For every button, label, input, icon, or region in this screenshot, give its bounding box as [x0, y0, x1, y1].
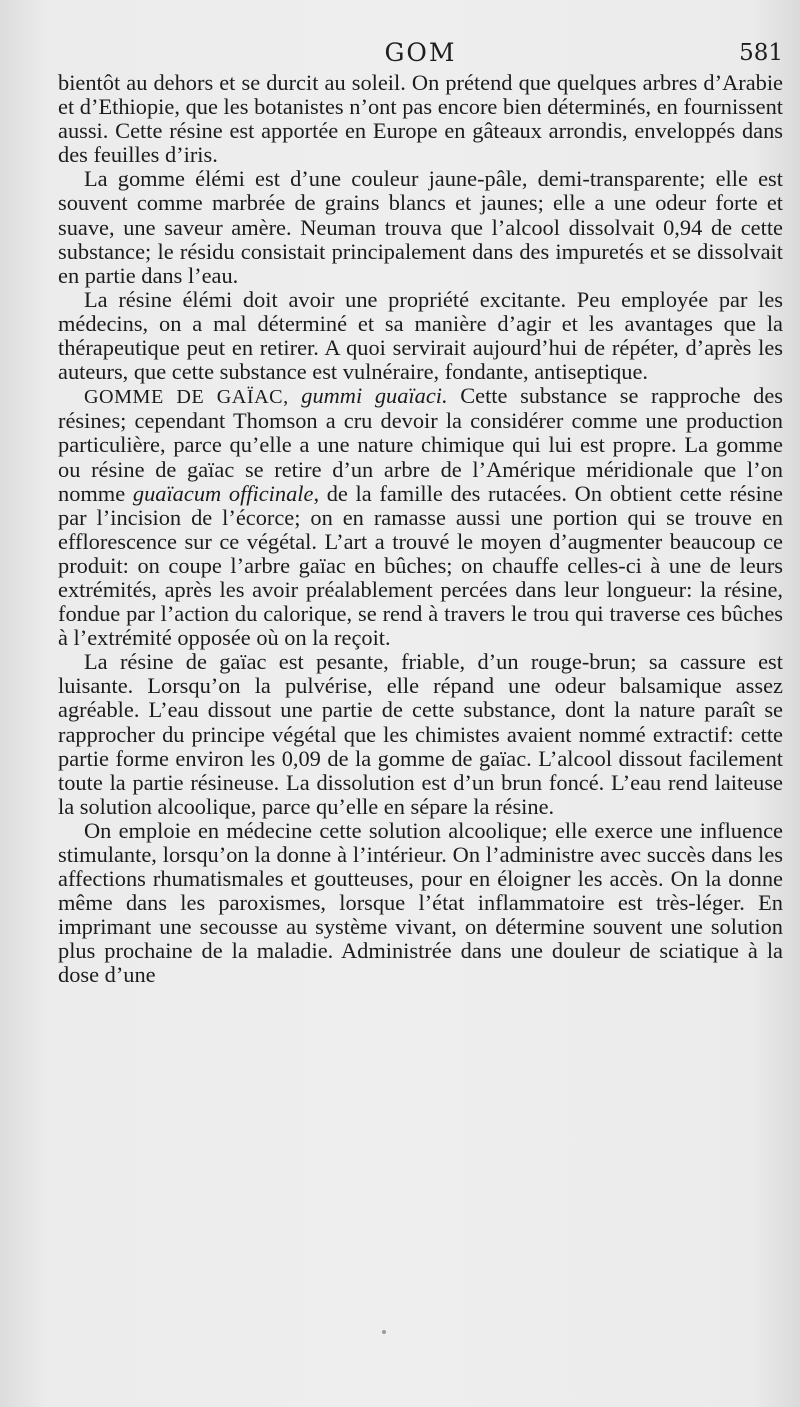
paragraph-4-text-a: Cette substance se rapproche des résines; cependant Thomson a cru devoir la considérer comme une production particulière, parce qu’elle a une nature chimique qui lui est propre. La gomme ou résine de gaïac se retire d’un arbre de l’Amérique méridionale que l’on nomme [58, 383, 783, 506]
paragraph-1: bientôt au dehors et se durcit au soleil. On prétend que quelques arbres d’Arabie et d’Ethiopie, que les botanistes n’ont pas encore bien déterminés, en fournissent aussi. Cette résine est apportée en Europe en gâteaux arrondis, enveloppés dans des feuilles d’iris. [58, 70, 783, 168]
latin-species-name: guaïacum officinale [132, 480, 314, 506]
entry-term: GOMME DE GAÏAC, [84, 386, 289, 409]
paragraph-4 [58, 384, 783, 650]
body-text [58, 71, 783, 988]
paragraph-6: On emploie en médecine cette solution alcoolique; elle exerce une influence stimulante, lorsqu’on la donne à l’intérieur. On l’administre avec succès dans les affections rhumatismales et goutteuses, pour en éloigner les accès. On la donne même dans les paroxismes, lorsque l’état inflammatoire est très-léger. En imprimant une secousse au système vivant, on détermine souvent une solution plus prochaine de la maladie. Administrée dans une douleur de sciatique à la dose d’une [58, 817, 783, 988]
paper-speck [382, 1330, 386, 1334]
page-number: 581 [739, 40, 783, 66]
paragraph-5: La résine de gaïac est pesante, friable, d’un rouge-brun; sa cassure est luisante. Lorsqu’on la pulvérise, elle répand une odeur balsamique assez agréable. L’eau dissout une partie de cette substance, dont la nature paraît se rapprocher du principe végétal que les chimistes avaient nommé extractif: cette partie forme environ les 0,09 de la gomme de gaïac. L’alcool dissout facilement toute la partie résineuse. La dissolution est d’un brun foncé. L’eau rend laiteuse la solution alcoolique, parce qu’elle en sépare la résine. [58, 649, 783, 819]
latin-name: gummi guaïaci. [301, 383, 448, 409]
running-head: GOM [384, 38, 457, 67]
paragraph-2: La gomme élémi est d’une couleur jaune-pâle, demi-transparente; elle est souvent comme marbrée de grains blancs et jaunes; elle a une odeur forte et suave, une saveur amère. Neuman trouva que l’alcool dissolvait 0,94 de cette substance; le résidu consistait principalement dans des impuretés et se dissolvait en partie dans l’eau. [58, 166, 783, 288]
paragraph-3: La résine élémi doit avoir une propriété excitante. Peu employée par les médecins, on a mal déterminé et sa manière d’agir et les avantages que la thérapeutique peut en retirer. A quoi servirait aujourd’hui de répéter, d’après les auteurs, que cette substance est vulnéraire, fondante, antiseptique. [58, 286, 783, 385]
page-header [58, 38, 783, 72]
paragraph-4-text-b: , de la famille des rutacées. On obtient cette résine par l’incision de l’écorce; on en ramasse aussi une portion qui se trouve en efflorescence sur ce végétal. L’art a trouvé le moyen d’augmenter beaucoup ce produit: on coupe l’arbre gaïac en bûches; on chauffe celles-ci à une de leurs extrémités, après les avoir préalablement percées dans leur longueur: la résine, fondue par l’action du calorique, se rend à travers le trou qui traverse ces bûches à l’extrémité opposée où on la reçoit. [58, 480, 783, 651]
